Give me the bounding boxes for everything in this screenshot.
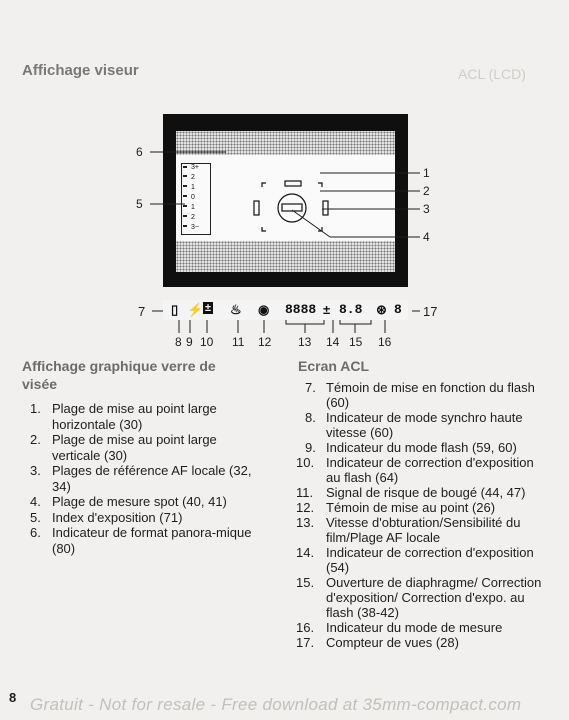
callout-number: 4 xyxy=(423,230,430,244)
list-item: 2. Plage de mise au point large verticale (30) xyxy=(30,432,217,463)
left-heading-line2: visée xyxy=(22,376,58,392)
list-item: 15. Ouverture de diaphragme/ Correction d'exposition/ Correction d'expo. au flash (38-42) xyxy=(296,575,542,620)
callout-number: 3 xyxy=(423,202,430,216)
callout-number: 1 xyxy=(423,166,430,180)
frame-counter-segments: 8 xyxy=(394,302,402,317)
callout-number: 17 xyxy=(423,304,438,319)
flash-mode-icon: ⚡ xyxy=(187,302,204,317)
lcd-legend-list xyxy=(296,380,548,650)
flash-compensation-icon: ± xyxy=(205,302,212,314)
list-item: 13. Vitesse d'obturation/Sensibilité du film/Plage AF locale xyxy=(296,515,521,545)
list-item: 9. Indicateur du mode flash (59, 60) xyxy=(305,440,517,455)
callout-number: 8 xyxy=(175,335,182,349)
focus-signal-icon: ◉ xyxy=(258,302,270,317)
scale-label: 0 xyxy=(191,194,195,201)
callout-number: 10 xyxy=(200,335,214,349)
callout-number: 9 xyxy=(186,335,193,349)
scale-label: 1 xyxy=(191,204,195,211)
page-number: 8 xyxy=(9,690,17,705)
callout-number: 2 xyxy=(423,184,430,198)
scale-label: 2 xyxy=(191,174,195,181)
callout-number: 12 xyxy=(258,335,272,349)
scale-label: 2 xyxy=(191,214,195,221)
list-item: 3. Plages de référence AF locale (32, 34) xyxy=(30,463,252,494)
callout-number: 14 xyxy=(326,335,340,349)
list-item: 16. Indicateur du mode de mesure xyxy=(296,620,503,635)
bleed-through-title: ACL (LCD) xyxy=(458,66,526,82)
viewfinder-legend-list xyxy=(30,401,262,556)
list-item: 10. Indicateur de correction d'exposition au flash (64) xyxy=(296,455,534,485)
callout-number: 13 xyxy=(298,335,312,349)
callout-number: 11 xyxy=(232,335,245,349)
shutter-speed-segments: 8888 xyxy=(285,302,317,317)
scale-label: 3+ xyxy=(191,164,199,171)
list-item: 17. Compteur de vues (28) xyxy=(296,635,459,650)
list-item: 6. Indicateur de format panora-mique (80) xyxy=(30,525,252,556)
callout-number: 15 xyxy=(349,335,363,349)
list-item: 11. Signal de risque de bougé (44, 47) xyxy=(296,485,526,500)
shake-warning-icon: ♨ xyxy=(230,302,242,317)
exposure-compensation-icon: ± xyxy=(323,302,331,317)
list-item: 1. Plage de mise au point large horizontale (30) xyxy=(30,401,217,432)
callout-number: 5 xyxy=(136,197,143,211)
callout-number: 16 xyxy=(378,335,392,349)
list-item: 4. Plage de mesure spot (40, 41) xyxy=(30,494,227,509)
callout-number: 7 xyxy=(138,304,146,319)
aperture-segments: 8.8 xyxy=(339,302,363,317)
metering-mode-icon: ⊛ xyxy=(376,302,387,317)
page-title: Affichage viseur xyxy=(22,62,139,79)
list-item: 12. Témoin de mise au point (26) xyxy=(296,500,496,515)
left-heading-line1: Affichage graphique verre de xyxy=(22,358,216,374)
callout-number: 6 xyxy=(136,145,143,159)
list-item: 14. Indicateur de correction d'exposition (54) xyxy=(296,545,534,575)
right-heading: Ecran ACL xyxy=(298,358,370,374)
flash-ready-icon: ▯ xyxy=(171,302,179,317)
list-item: 7. Témoin de mise en fonction du flash (60) xyxy=(305,380,535,410)
scale-label: 3− xyxy=(191,224,199,231)
watermark: Gratuit - Not for resale - Free download at 35mm-compact.com xyxy=(30,695,522,714)
lcd-panel xyxy=(163,300,408,320)
list-item: 5. Index d'exposition (71) xyxy=(30,509,183,525)
scale-label: 1 xyxy=(191,184,195,191)
list-item: 8. Indicateur de mode synchro haute vitesse (60) xyxy=(305,410,523,440)
